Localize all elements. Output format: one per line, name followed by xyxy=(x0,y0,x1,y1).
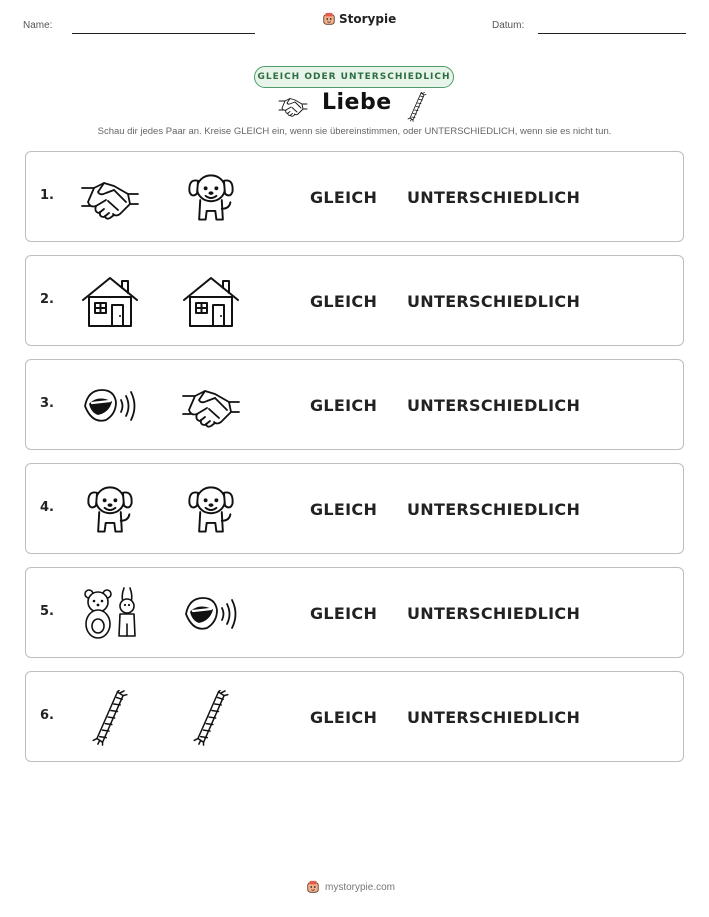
row-number: 5. xyxy=(40,604,54,619)
name-field[interactable] xyxy=(72,33,255,34)
brand-name: Storypie xyxy=(339,12,397,26)
option-unterschiedlich[interactable]: UNTERSCHIEDLICH xyxy=(407,604,581,623)
exercise-row-6 xyxy=(25,671,684,762)
option-unterschiedlich[interactable]: UNTERSCHIEDLICH xyxy=(407,708,581,727)
row-number: 4. xyxy=(40,500,54,515)
option-unterschiedlich[interactable]: UNTERSCHIEDLICH xyxy=(407,188,581,207)
option-gleich[interactable]: GLEICH xyxy=(310,396,378,415)
row-number: 1. xyxy=(40,188,54,203)
option-gleich[interactable]: GLEICH xyxy=(310,500,378,519)
speaking-mouth-icon xyxy=(80,378,140,434)
date-label: Datum: xyxy=(492,20,525,31)
footer xyxy=(306,880,395,894)
name-label: Name: xyxy=(23,20,53,31)
option-gleich[interactable]: GLEICH xyxy=(310,604,378,623)
teddy-bear-bunny-icon xyxy=(80,586,140,642)
puppy-icon xyxy=(80,482,140,538)
handshake-icon xyxy=(181,378,241,434)
instructions: Schau dir jedes Paar an. Kreise GLEICH ein, wenn sie übereinstimmen, oder UNTERSCHIEDLICH, wenn sie es nicht tun. xyxy=(97,126,612,137)
exercise-row-5 xyxy=(25,567,684,658)
rope-icon xyxy=(181,690,241,746)
handshake-icon xyxy=(80,170,140,226)
handshake-icon xyxy=(278,95,308,117)
row-number: 6. xyxy=(40,708,54,723)
row-number: 3. xyxy=(40,396,54,411)
house-icon xyxy=(80,274,140,330)
page-title: Liebe xyxy=(322,90,392,115)
exercise-row-1 xyxy=(25,151,684,242)
rope-icon xyxy=(80,690,140,746)
brand-logo xyxy=(322,12,396,26)
option-gleich[interactable]: GLEICH xyxy=(310,708,378,727)
option-unterschiedlich[interactable]: UNTERSCHIEDLICH xyxy=(407,292,581,311)
storypie-logo-icon xyxy=(322,12,336,26)
puppy-icon xyxy=(181,170,241,226)
footer-url[interactable]: mystorypie.com xyxy=(325,881,396,893)
rope-icon xyxy=(406,92,428,122)
storypie-logo-icon xyxy=(306,880,320,894)
row-number: 2. xyxy=(40,292,54,307)
option-unterschiedlich[interactable]: UNTERSCHIEDLICH xyxy=(407,500,581,519)
date-field[interactable] xyxy=(538,33,686,34)
exercise-row-4 xyxy=(25,463,684,554)
option-gleich[interactable]: GLEICH xyxy=(310,188,378,207)
exercise-row-2 xyxy=(25,255,684,346)
option-unterschiedlich[interactable]: UNTERSCHIEDLICH xyxy=(407,396,581,415)
house-icon xyxy=(181,274,241,330)
exercise-row-3 xyxy=(25,359,684,450)
worksheet-type-badge: GLEICH ODER UNTERSCHIEDLICH xyxy=(254,66,454,88)
option-gleich[interactable]: GLEICH xyxy=(310,292,378,311)
puppy-icon xyxy=(181,482,241,538)
speaking-mouth-icon xyxy=(181,586,241,642)
